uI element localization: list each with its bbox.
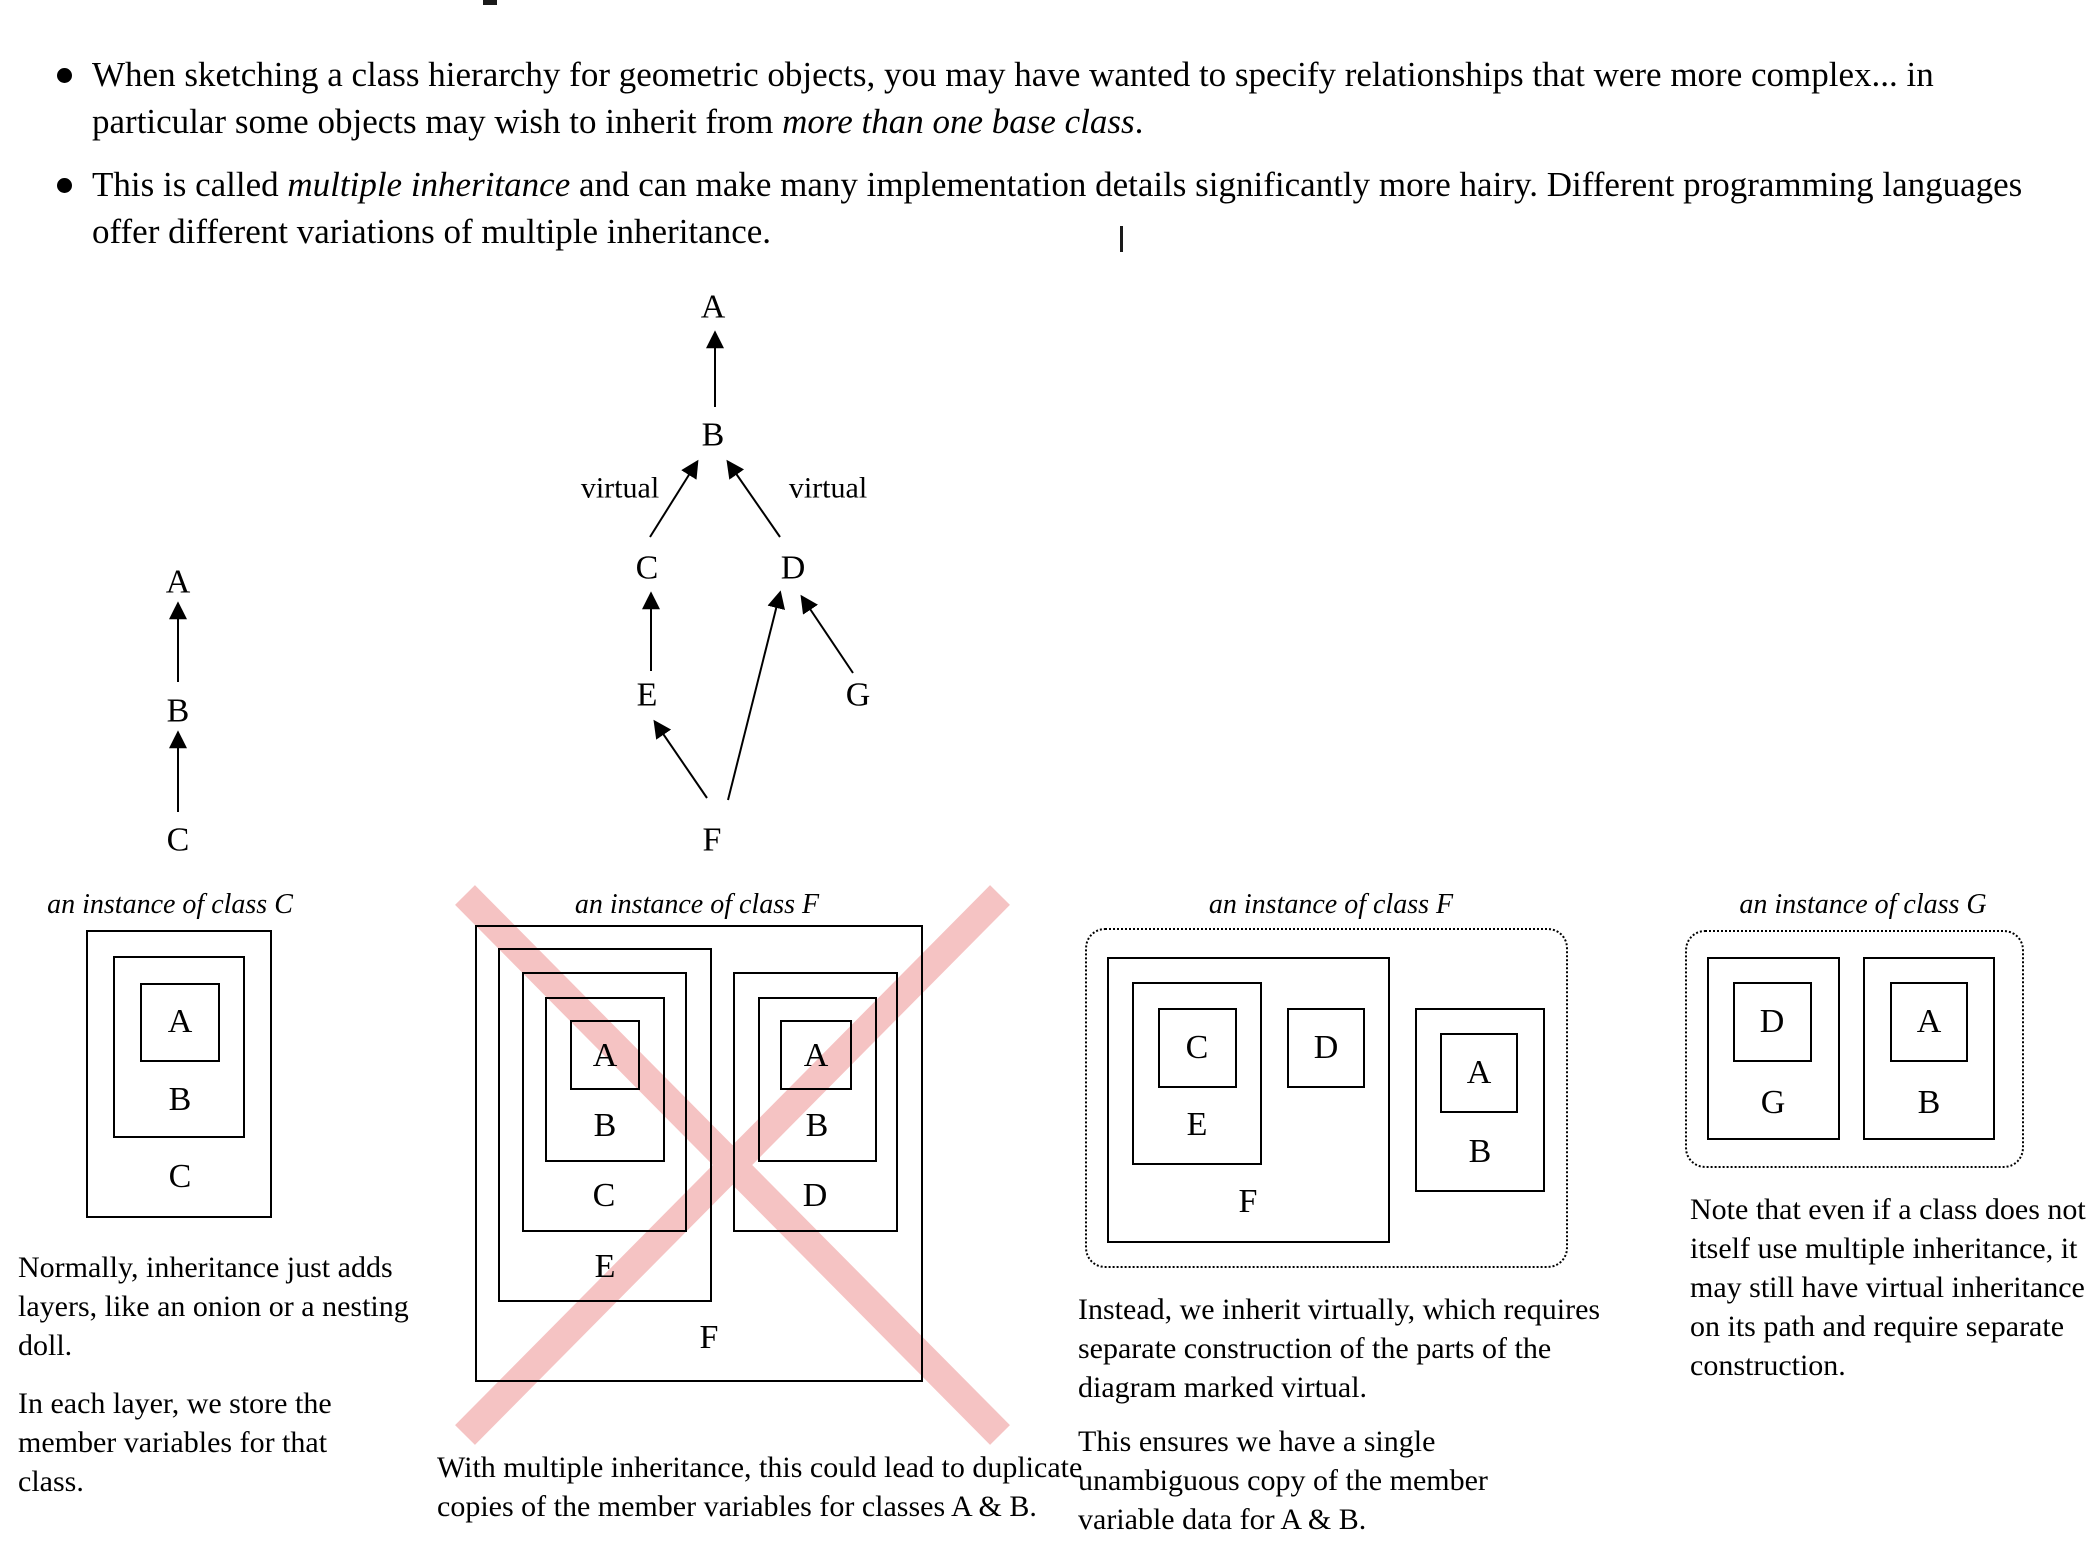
hierarchy-node-c: C — [635, 549, 659, 587]
cropped-title-fragment — [483, 0, 497, 5]
instance-f-virtual-label-d: D — [1313, 1029, 1339, 1066]
instance-f-virtual-label-b: B — [1468, 1133, 1492, 1170]
instance-f-duplicate-right-label-a: A — [803, 1037, 829, 1074]
instance-f-duplicate-left-label-a: A — [592, 1037, 618, 1074]
instance-f-virtual-label-a: A — [1466, 1054, 1492, 1091]
single-inheritance-chain-diagram — [110, 552, 250, 872]
instance-c-note-2: In each layer, we store the member variables for that class. — [18, 1387, 332, 1498]
instance-f-virtual-note-1: Instead, we inherit virtually, which requires separate construction of the parts of the diagram marked virtual. — [1078, 1293, 1601, 1404]
instance-g-note: Note that even if a class does not itself use multiple inheritance, it may still have virtual inheritance on its path and require separate construction. — [1690, 1193, 2086, 1382]
instance-f-duplicate-left-label-b: B — [593, 1107, 617, 1144]
instance-c-note-1: Normally, inheritance just adds layers, like an onion or a nesting doll. — [18, 1251, 409, 1362]
instance-f-duplicate-caption: an instance of class F — [574, 889, 820, 920]
instance-f-virtual-label-e: E — [1186, 1106, 1208, 1143]
instance-g-label-a: A — [1916, 1003, 1942, 1040]
bullet-text-2 — [92, 161, 2067, 255]
virtual-label-left: virtual — [580, 471, 660, 505]
instance-c-label-a: A — [167, 1003, 193, 1040]
bullet-dot — [57, 178, 72, 193]
instance-c-caption: an instance of class C — [47, 889, 293, 920]
hierarchy-node-d: D — [780, 549, 806, 587]
arrow-d-to-b-virtual — [728, 462, 780, 537]
instance-f-duplicate-left-label-e: E — [594, 1248, 616, 1285]
instance-f-virtual-note-2: This ensures we have a single unambiguous copy of the member variable data for A & B. — [1078, 1425, 1488, 1536]
virtual-inheritance-hierarchy-diagram — [560, 285, 895, 875]
bullet-2-emphasis: multiple inheritance — [287, 165, 571, 204]
instance-f-duplicate-right-label-b: B — [805, 1107, 829, 1144]
hierarchy-node-g: G — [845, 676, 871, 714]
chain-node-c: C — [166, 821, 190, 859]
instance-g-label-g: G — [1760, 1084, 1786, 1121]
bullet-2-pre: This is called — [92, 165, 288, 204]
bullet-item-2 — [57, 161, 2067, 255]
hierarchy-node-b: B — [701, 416, 725, 454]
instance-c-label-b: B — [168, 1081, 192, 1118]
instance-g-caption: an instance of class G — [1739, 889, 1987, 920]
hierarchy-node-a: A — [700, 288, 726, 326]
instance-f-duplicate-label-f: F — [699, 1319, 719, 1356]
arrow-f-to-d — [728, 593, 780, 800]
instance-f-duplicate-right-label-d: D — [802, 1177, 828, 1214]
bullet-item-1 — [57, 51, 2067, 145]
instance-f-duplicate-note: With multiple inheritance, this could lead to duplicate copies of the member variables for classes A & B. — [437, 1451, 1083, 1523]
chain-node-b: B — [166, 692, 190, 730]
instance-g-label-b: B — [1917, 1084, 1941, 1121]
instance-f-virtual-label-c: C — [1185, 1029, 1209, 1066]
instance-c-label-c: C — [168, 1158, 192, 1195]
chain-node-a: A — [165, 563, 191, 601]
bullet-text-1 — [92, 51, 2067, 145]
arrow-g-to-d — [802, 597, 853, 673]
hierarchy-node-f: F — [702, 821, 722, 859]
hierarchy-node-e: E — [636, 676, 658, 714]
bullet-2-post: and can make many implementation details significantly more hairy. Different programming languages offer different variations of multiple inheritance. — [92, 165, 2023, 251]
bullet-1-pre: When sketching a class hierarchy for geometric objects, you may have wanted to specify relationships that were more complex... in particular some objects may wish to inherit from — [92, 55, 1934, 141]
virtual-label-right: virtual — [788, 471, 868, 505]
arrow-f-to-e — [655, 722, 707, 798]
instance-f-duplicate-left-label-c: C — [592, 1177, 616, 1214]
bullet-dot — [57, 68, 72, 83]
instance-g-label-d: D — [1759, 1003, 1785, 1040]
bullet-1-post: . — [1134, 102, 1144, 141]
instance-f-virtual-caption: an instance of class F — [1208, 889, 1454, 920]
bullet-1-emphasis: more than one base class — [782, 102, 1135, 141]
instance-f-virtual-label-f: F — [1238, 1183, 1258, 1220]
